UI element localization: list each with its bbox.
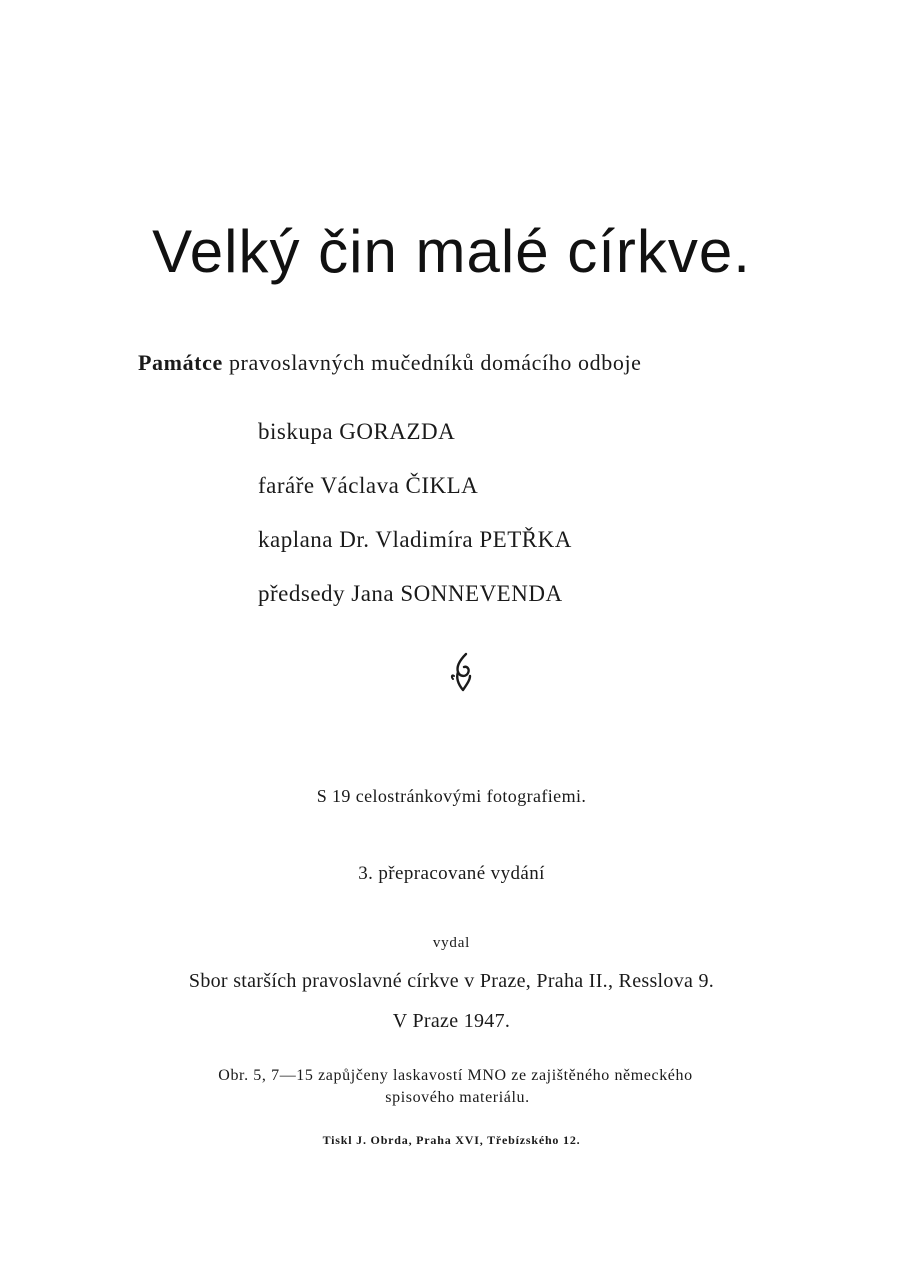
book-title: Velký čin malé církve. [152,218,751,285]
credit-note-line: spisového materiálu. [385,1089,530,1106]
publisher-line: Sbor starších pravoslavné církve v Praze, Praha II., Resslova 9. [188,970,715,992]
martyr-name: faráře Václava ČIKLA [258,473,479,498]
dedication-lead: Památce [138,350,223,375]
credit-note-line: Obr. 5, 7—15 zapůjčeny laskavostí MNO ze zajištěného německého [218,1067,693,1084]
dedication-rest: pravoslavných mučedníků domácího odboje [228,350,642,375]
printer-imprint: Tiskl J. Obrda, Praha XVI, Třebízského 12. [322,1133,581,1147]
martyr-name: kaplana Dr. Vladimíra PETŘKA [258,527,572,552]
place-year: V Praze 1947. [392,1010,511,1032]
published-by-label: vydal [432,935,471,951]
martyr-name: biskupa GORAZDA [258,419,456,444]
photos-note: S 19 celostránkovými fotografiemi. [316,786,587,806]
dedication-line [138,352,642,374]
edition-note: 3. přepracované vydání [358,863,545,884]
martyr-name: předsedy Jana SONNEVENDA [258,581,563,606]
fleuron-ornament-icon [446,650,480,696]
